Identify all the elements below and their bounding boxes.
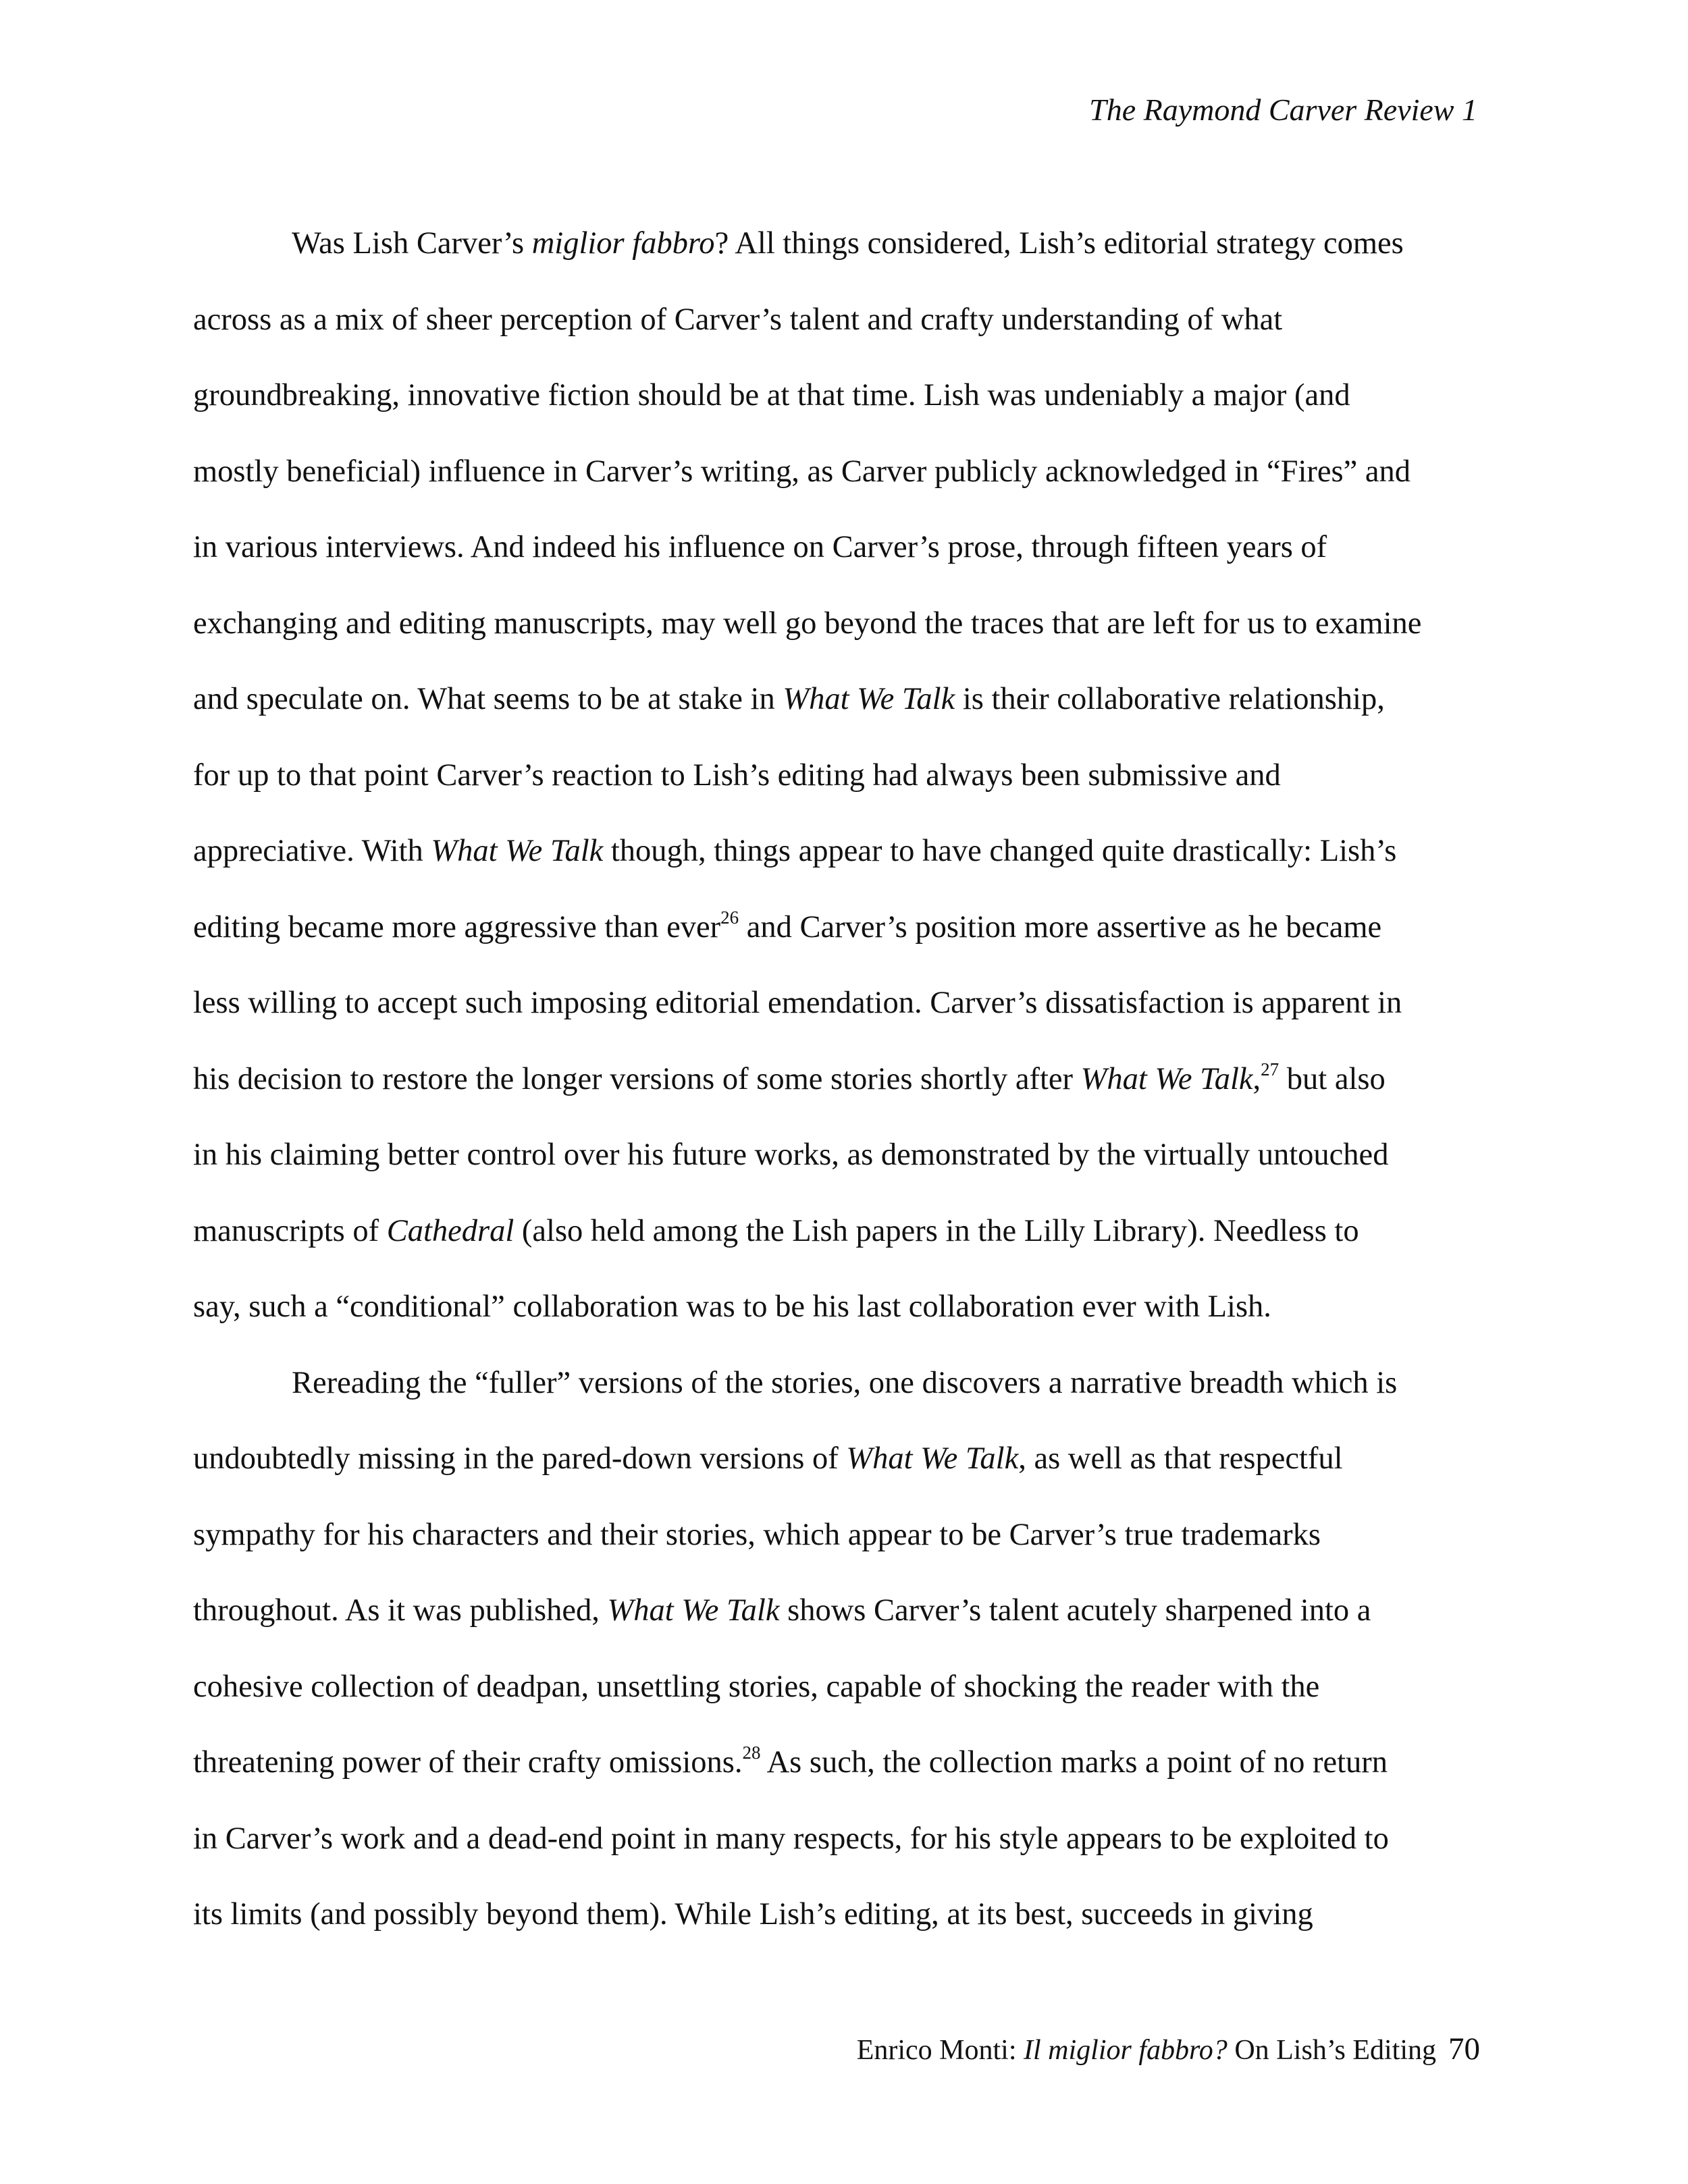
paragraph-1-line — [193, 988, 1484, 1064]
text-run: ? All things considered, Lish’s editorial strategy comes — [714, 226, 1404, 261]
text-run: and Carver’s position more assertive as he became — [739, 909, 1382, 944]
text-run: (also held among the Lish papers in the Lilly Library). Needless to — [514, 1213, 1359, 1248]
italic-title: What We Talk — [431, 834, 604, 868]
paragraph-1-line — [193, 532, 1484, 608]
text-run: less willing to accept such imposing editorial emendation. Carver’s dissatisfaction is apparent in — [193, 986, 1402, 1020]
footnote-ref: 27 — [1261, 1059, 1280, 1080]
paragraph-1-line — [193, 757, 1484, 836]
text-run: for up to that point Carver’s reaction to Lish’s editing had always been submissive and — [193, 757, 1281, 793]
text-run: groundbreaking, innovative fiction should be at that time. Lish was undeniably a major (and — [193, 378, 1350, 412]
text-run: manuscripts of — [193, 1213, 387, 1248]
paragraph-2-line — [193, 1595, 1484, 1672]
paragraph-2-line — [193, 1443, 1484, 1520]
text-run: and speculate on. What seems to be at stake in — [193, 682, 783, 716]
text-run: Rereading the “fuller” versions of the stories, one discovers a narrative breadth which is — [292, 1365, 1398, 1400]
text-run: throughout. As it was published, — [193, 1593, 608, 1628]
text-run: shows Carver’s talent acutely sharpened into a — [779, 1593, 1371, 1628]
text-run: across as a mix of sheer perception of Carver’s talent and crafty understanding of what — [193, 302, 1283, 337]
text-run: in his claiming better control over his future works, as demonstrated by the virtually untouched — [193, 1138, 1389, 1172]
paragraph-1-line — [193, 380, 1484, 456]
italic-title: What We Talk — [783, 682, 955, 716]
footer-author: Enrico Monti: — [856, 2035, 1024, 2066]
paragraph-1-line — [193, 1291, 1484, 1368]
paragraph-1-line — [193, 1213, 1484, 1292]
italic-title: What We Talk — [1080, 1061, 1253, 1096]
text-run: sympathy for his characters and their stories, which appear to be Carver’s true trademarks — [193, 1517, 1321, 1552]
footer-article-title: Il miglior fabbro? — [1024, 2035, 1228, 2066]
italic-title: What We Talk — [607, 1593, 780, 1628]
text-run: cohesive collection of deadpan, unsettling stories, capable of shocking the reader with the — [193, 1669, 1320, 1704]
journal-title: The Raymond Carver Review 1 — [1089, 92, 1477, 127]
paragraph-1-line — [193, 304, 1484, 381]
text-run: but also — [1279, 1061, 1386, 1096]
text-run: Was Lish Carver’s — [292, 226, 532, 261]
text-run: in various interviews. And indeed his influence on Carver’s prose, through fifteen years of — [193, 530, 1327, 564]
paragraph-1-line — [193, 684, 1484, 760]
text-run: its limits (and possibly beyond them). While Lish’s editing, at its best, succeeds in giving — [193, 1897, 1313, 1932]
paragraph-1-line — [193, 1140, 1484, 1216]
article-body — [193, 228, 1484, 1975]
italic-title: What We Talk — [846, 1441, 1019, 1476]
paragraph-2-line — [193, 1899, 1484, 1975]
running-header — [1089, 92, 1477, 127]
text-run: , as well as that respectful — [1018, 1441, 1343, 1476]
page-number: 70 — [1448, 2031, 1480, 2067]
text-run: As such, the collection marks a point of no return — [760, 1745, 1388, 1780]
text-run: say, such a “conditional” collaboration was to be his last collaboration ever with Lish. — [193, 1289, 1271, 1324]
paragraph-1-line — [193, 608, 1484, 685]
paragraph-1-line — [193, 1059, 1484, 1140]
text-run: threatening power of their crafty omissions. — [193, 1745, 743, 1780]
text-run: in Carver’s work and a dead-end point in many respects, for his style appears to be exploited to — [193, 1821, 1389, 1856]
paragraph-1-line — [193, 228, 1484, 304]
text-run: exchanging and editing manuscripts, may well go beyond the traces that are left for us to examine — [193, 606, 1422, 641]
paragraph-2-line — [193, 1365, 1484, 1444]
italic-title: Cathedral — [386, 1213, 515, 1248]
text-run: editing became more aggressive than ever — [193, 909, 721, 944]
footnote-ref: 26 — [720, 907, 739, 928]
text-run: is their collaborative relationship, — [955, 682, 1385, 716]
footnote-ref: 28 — [742, 1742, 761, 1763]
paragraph-2-line — [193, 1742, 1484, 1823]
footer-article-subtitle: On Lish’s Editing — [1227, 2035, 1436, 2066]
paragraph-1-line — [193, 456, 1484, 533]
paragraph-1-line — [193, 836, 1484, 912]
text-run: undoubtedly missing in the pared-down versions of — [193, 1441, 847, 1476]
running-footer — [857, 2033, 1480, 2065]
paragraph-2-line — [193, 1517, 1484, 1596]
italic-title: miglior fabbro — [531, 226, 715, 261]
text-run: his decision to restore the longer versions of some stories shortly after — [193, 1061, 1081, 1096]
paragraph-2-line — [193, 1823, 1484, 1900]
paragraph-1-line — [193, 907, 1484, 988]
text-run: though, things appear to have changed quite drastically: Lish’s — [603, 834, 1397, 868]
text-run: , — [1252, 1061, 1261, 1096]
text-run: appreciative. With — [193, 834, 431, 868]
text-run: mostly beneficial) influence in Carver’s writing, as Carver publicly acknowledged in “Fires” and — [193, 454, 1411, 489]
paragraph-2-line — [193, 1669, 1484, 1748]
